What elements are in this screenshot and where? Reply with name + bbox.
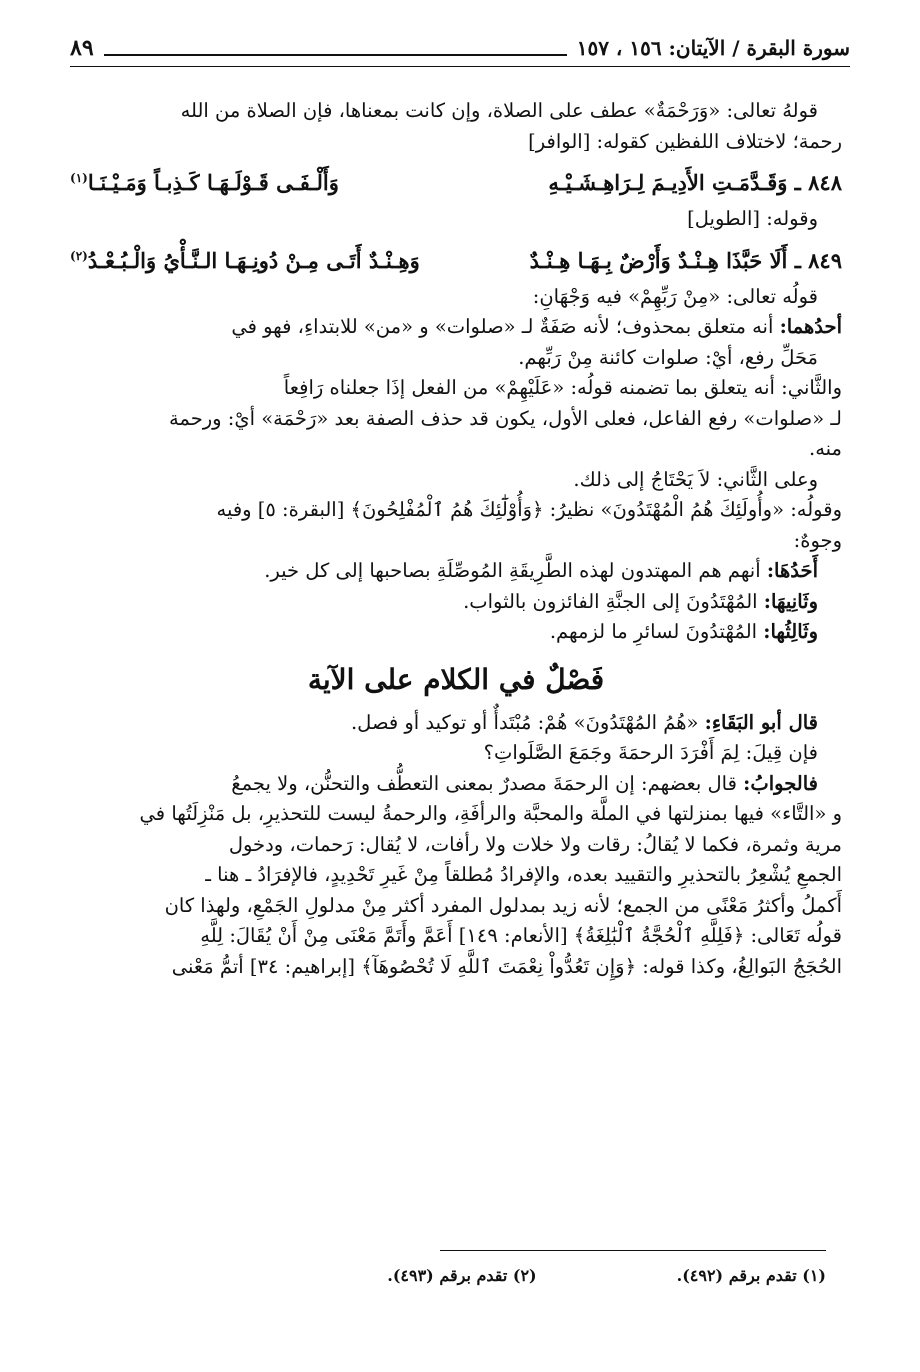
line-text: «هُمُ المُهْتَدُونَ» هُمْ: مُبْتَدأٌ أو توكيد أو فصل. bbox=[350, 710, 705, 734]
footnote-1: (١) تقدم برقم (٤٩٢). bbox=[676, 1266, 826, 1285]
text-line: مرية وثمرة، فكما لا يُقالُ: رقات ولا خلات ولا رأفات، لا يُقال: رَحمات، ودخول bbox=[228, 832, 842, 856]
verse-text: وَهِـنْـدٌ أَتَـى مِـنْ دُونِـهَـا الـنَّـأْيُ وَالْـبُـعْـدُ bbox=[87, 247, 420, 273]
text-line: و «التَّاء» فيها بمنزلتها في الملَّة والمحبَّة والرأفَةِ، والرحمةُ ليست للتحذيرِ، بل مَنْزِلَتُها في bbox=[139, 802, 842, 825]
term-label: قال أبو البَقَاءِ: bbox=[704, 710, 818, 734]
verse-text: وَأَلْـفَـى قَـوْلَـهَـا كَـذِبـاً وَمَـيْـنَـا bbox=[87, 170, 339, 195]
text-line bbox=[70, 617, 842, 648]
text-line: منه. bbox=[809, 437, 842, 460]
term-label: أحدُهما: bbox=[779, 315, 842, 338]
verse-hemistich-right: ٨٤٨ ـ وَقَـدَّمَـتِ الأَدِيـمَ لِـرَاهِـشَـيْـهِ bbox=[548, 170, 842, 195]
verse-849 bbox=[70, 237, 842, 280]
line-text: أنهم هم المهتدون لهذه الطَّرِيقَةِ المُوصِّلَةِ بصاحبها إلى كل خير. bbox=[264, 559, 767, 582]
page-number: ٨٩ bbox=[70, 35, 94, 61]
text-line: مَحَلِّ رفع، أيْ: صلوات كائنة مِنْ رَبِّهم. bbox=[518, 345, 818, 369]
text-line: الجمعِ يُشْعِرُ بالتحذيرِ والتقييد بعده، والإفرادُ مُطلقاً مِنْ غَيرِ تَحْدِيدٍ، فالإفرَادُ ـ هنا ـ bbox=[205, 863, 842, 886]
text-line: لـ «صلوات» رفع الفاعل، فعلى الأول، يكون قد حذف الصفة بعد «رَحْمَة» أيْ: ورحمة bbox=[168, 406, 842, 430]
footnote-marker: (١) bbox=[70, 171, 88, 185]
text-line: رحمة؛ لاختلاف اللفظين كقوله: [الوافر] bbox=[528, 129, 842, 153]
line-text: المُهْتدُونَ لسائرِ ما لزمهم. bbox=[549, 620, 764, 643]
text-line: وعلى الثَّاني: لاَ يَحْتَاجُ إلى ذلك. bbox=[573, 467, 818, 491]
verse-hemistich-left bbox=[70, 159, 339, 202]
page-header bbox=[70, 28, 850, 68]
header-underline bbox=[70, 66, 850, 67]
text-line: أَكملُ وأكثرُ مَعْنًى من الجمع؛ لأنه زيد بمدلول المفرد أكثر مِنْ مدلولِ الجَمْعِ، ولهذا كان bbox=[164, 893, 842, 917]
text-line: قولُه تَعَالى: ﴿فَلِلَّهِ ٱلْحُجَّةُ ٱلْبَٰلِغَةُ﴾ [الأنعام: ١٤٩] أَعَمَّ وأَتَمَّ مَعْنَى مِنْ أَنْ يُقَالَ: لِلَّهِ bbox=[200, 924, 842, 947]
text-line: قولهُ تعالى: «وَرَحْمَةٌ» عطف على الصلاة، وإن كانت بمعناها، فإن الصلاة من الله bbox=[180, 99, 818, 122]
text-line: والثَّاني: أنه يتعلق بما تضمنه قولُه: «عَلَيْهِمْ» من الفعل إذَا جعلناه رَافِعاً bbox=[283, 376, 842, 399]
text-line bbox=[70, 556, 842, 587]
main-text bbox=[70, 96, 842, 982]
text-line bbox=[70, 769, 842, 800]
text-line: وجوهٌ: bbox=[793, 528, 842, 552]
text-line bbox=[70, 708, 842, 739]
footnote-rule bbox=[440, 1250, 826, 1251]
text-line bbox=[70, 312, 842, 343]
verse-hemistich-right: ٨٤٩ ـ أَلَا حَبَّذَا هِـنْـدٌ وَأَرْضٌ بِـهَـا هِـنْـدٌ bbox=[529, 247, 842, 273]
line-text: أنه متعلق بمحذوف؛ لأنه صَفَةٌ لـ «صلوات» و «من» للابتداءِ، فهو في bbox=[231, 315, 780, 338]
line-text: المُهْتَدُونَ إلى الجنَّةِ الفائزون بالثواب. bbox=[463, 589, 764, 613]
text-line bbox=[70, 587, 842, 618]
footnote-marker: (٢) bbox=[70, 248, 88, 263]
text-line: الحُجَجُ البَوالِغُ، وكذا قوله: ﴿وَإِن تَعُدُّواْ نِعْمَتَ ٱللَّهِ لَا تُحْصُوهَآ﴾ [إبراهيم: ٣٤] أتمُّ مَعْنى bbox=[171, 954, 842, 978]
text-line: وقوله: [الطويل] bbox=[687, 207, 818, 230]
verse-hemistich-left bbox=[70, 237, 420, 280]
text-line: قولُه تعالى: «مِنْ رَبِّهِمْ» فيه وَجْهَانِ: bbox=[532, 284, 818, 308]
text-line: فإن قِيلَ: لِمَ أَفْرَدَ الرحمَةَ وجَمَعَ الصَّلَواتِ؟ bbox=[483, 741, 818, 764]
footnote-2: (٢) تقدم برقم (٤٩٣). bbox=[387, 1266, 537, 1285]
term-label: وثَانِيهَا: bbox=[763, 589, 818, 613]
term-label: وثَالِثُها: bbox=[763, 620, 818, 643]
section-heading: فَصْلٌ في الكلام على الآية bbox=[307, 662, 605, 696]
running-title: سورة البقرة / الآيتان: ١٥٦ ، ١٥٧ bbox=[576, 36, 850, 60]
verse-848 bbox=[70, 159, 842, 202]
text-line: وقولُه: «وأُولَئِكَ هُمُ الْمُهْتَدُونَ» نظيرُ: ﴿وَأُوْلَٰٓئِكَ هُمُ ٱلْمُفْلِحُونَ﴾ [البقرة: ٥] وفيه bbox=[216, 498, 842, 521]
line-text: قال بعضهم: إن الرحمَةَ مصدرٌ بمعنى التعطُّف والتحنُّن، ولا يجمعُ bbox=[231, 771, 744, 795]
term-label: فالجوابُ: bbox=[743, 771, 818, 795]
term-label: أَحَدُهَا: bbox=[766, 559, 818, 582]
header-rule bbox=[104, 54, 567, 56]
footnotes bbox=[70, 1266, 826, 1285]
